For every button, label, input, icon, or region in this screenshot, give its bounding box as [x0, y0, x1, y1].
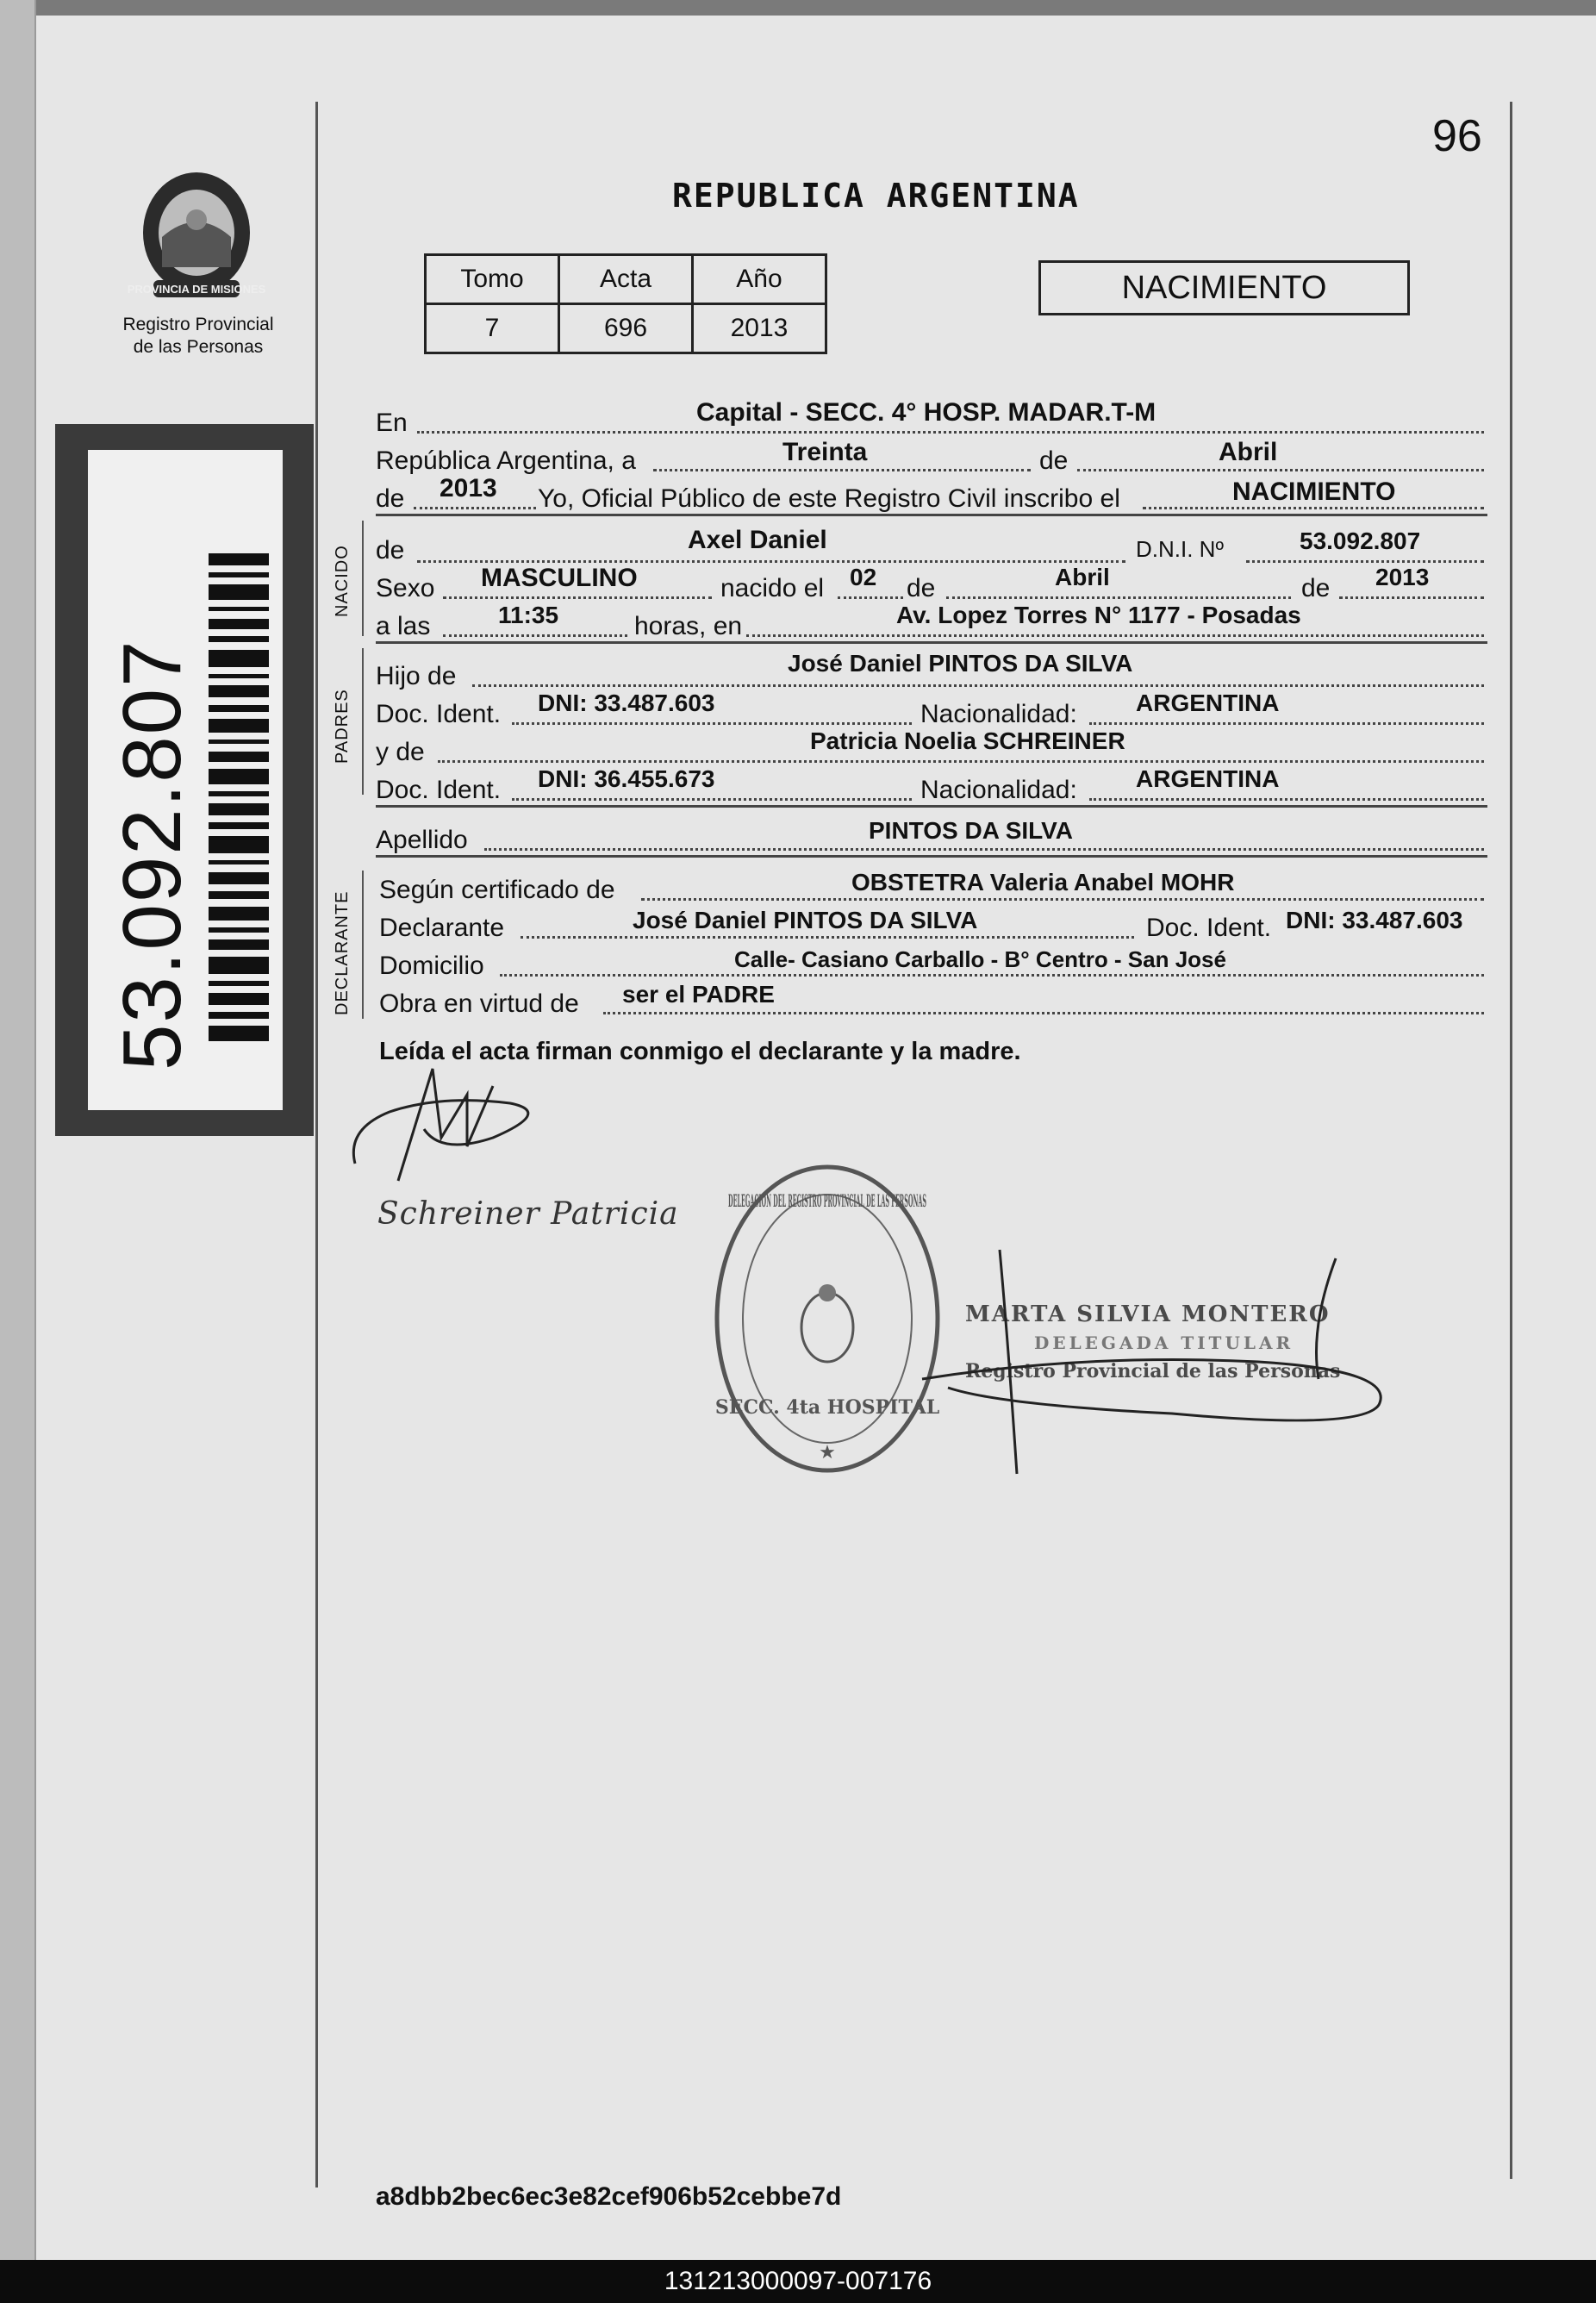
dotted-line [1246, 560, 1484, 563]
nacido-anio-value: 2013 [1375, 564, 1430, 590]
official-seal-icon [707, 1155, 948, 1482]
footer-code: 131213000097-007176 [0, 2260, 1596, 2303]
officer-signature-icon [913, 1241, 1396, 1482]
document-title: REPUBLICA ARGENTINA [672, 177, 1080, 215]
anio-value: 2013 [440, 474, 497, 502]
certificado-label: Según certificado de [379, 876, 615, 904]
officer-name: MARTA SILVIA MONTERO [965, 1301, 1331, 1327]
barcode-label [88, 450, 283, 1110]
padre-doc-label: Doc. Ident. [376, 700, 502, 728]
inscribo-label: Yo, Oficial Público de este Registro Civil inscribo el [538, 484, 1120, 513]
svg-text:★: ★ [819, 1441, 836, 1463]
left-binding-edge [0, 0, 36, 2260]
anio-value: 2013 [693, 304, 826, 353]
dotted-line [414, 507, 536, 509]
dotted-line [417, 431, 1484, 434]
madre-doc-label: Doc. Ident. [376, 776, 502, 804]
page-number: 96 [1432, 111, 1482, 161]
section-bar [362, 648, 364, 795]
table-row [426, 304, 826, 353]
obra-value: ser el PADRE [622, 981, 775, 1008]
sexo-label: Sexo [376, 574, 435, 602]
dotted-line [653, 469, 1031, 471]
dotted-line [521, 936, 1134, 939]
madre-name-value: Patricia Noelia SCHREINER [810, 727, 1125, 754]
de-label: de [1039, 446, 1069, 475]
dotted-line [500, 974, 1484, 977]
tomo-value: 7 [426, 304, 559, 353]
padre-nac-value: ARGENTINA [1136, 690, 1280, 716]
sexo-value: MASCULINO [481, 564, 638, 592]
officer-role: DELEGADA TITULAR [1034, 1332, 1294, 1353]
declarante-value: José Daniel PINTOS DA SILVA [633, 907, 978, 933]
alas-label: a las [376, 612, 431, 640]
section-separator [376, 805, 1487, 808]
en-value: Capital - SECC. 4° HOSP. MADAR.T-M [696, 398, 1156, 427]
dia-value: Treinta [782, 438, 868, 466]
barcode-number: 53.092.807 [106, 639, 198, 1070]
officer-org: Registro Provincial de las Personas [965, 1360, 1341, 1382]
dotted-line [1143, 507, 1484, 509]
seal-outer-text: DELEGACION DEL REGISTRO PROVINCIAL DE LAS PERSONAS [728, 1190, 926, 1211]
left-margin-line [315, 102, 318, 2188]
domicilio-label: Domicilio [379, 952, 484, 980]
declarante-label: Declarante [379, 914, 505, 942]
madre-nac-label: Nacionalidad: [920, 776, 1077, 804]
section-bar [362, 521, 364, 636]
top-scan-edge [0, 0, 1596, 16]
table-header-acta: Acta [559, 255, 693, 304]
apellido-value: PINTOS DA SILVA [869, 817, 1073, 844]
acta-value: 696 [559, 304, 693, 353]
closing-statement: Leída el acta firman conmigo el declarante y la madre. [379, 1038, 1021, 1065]
nombre-value: Axel Daniel [688, 526, 827, 554]
mes-value: Abril [1219, 438, 1278, 466]
madre-doc-value: DNI: 36.455.673 [538, 765, 715, 792]
y-de-label: y de [376, 738, 425, 766]
nacido-mes-value: Abril [1055, 564, 1110, 590]
madre-signature: Schreiner Patricia [377, 1196, 679, 1232]
dotted-line [443, 634, 627, 637]
apellido-label: Apellido [376, 826, 468, 854]
record-type-box: NACIMIENTO [1038, 260, 1410, 315]
domicilio-value: Calle- Casiano Carballo - B° Centro - San José [734, 946, 1226, 972]
section-label-padres: PADRES [333, 689, 352, 764]
section-separator [376, 855, 1487, 858]
horas-label: horas, en [634, 612, 743, 640]
declarante-doc-label: Doc. Ident. [1146, 914, 1272, 942]
registry-crest-icon [128, 155, 300, 310]
dotted-line [1089, 722, 1484, 725]
certificado-value: OBSTETRA Valeria Anabel MOHR [851, 869, 1235, 896]
dni-value: 53.092.807 [1300, 527, 1421, 554]
padre-nac-label: Nacionalidad: [920, 700, 1077, 728]
dotted-line [472, 684, 1484, 687]
inscribo-value: NACIMIENTO [1232, 477, 1396, 506]
nacido-de-label-2: de [907, 574, 936, 602]
seal-inner-text: SECC. 4ta HOSPITAL [714, 1396, 940, 1419]
madre-nac-value: ARGENTINA [1136, 765, 1280, 792]
republica-label: República Argentina, a [376, 446, 636, 475]
de-label: de [376, 484, 405, 513]
dotted-line [417, 560, 1125, 563]
declarante-doc-value: DNI: 33.487.603 [1286, 907, 1463, 933]
dotted-line [1089, 798, 1484, 801]
dotted-line [641, 898, 1484, 901]
dni-label: D.N.I. Nº [1136, 536, 1224, 562]
right-margin-line [1510, 102, 1512, 2179]
padre-doc-value: DNI: 33.487.603 [538, 690, 715, 716]
table-header-tomo: Tomo [426, 255, 559, 304]
dotted-line [512, 798, 912, 801]
hijo-de-label: Hijo de [376, 662, 457, 690]
registry-name [103, 314, 293, 359]
obra-label: Obra en virtud de [379, 989, 579, 1018]
table-header-row [426, 255, 826, 304]
section-bar [362, 871, 364, 1019]
dotted-line [484, 848, 1484, 851]
nacido-de-label-3: de [1301, 574, 1331, 602]
dotted-line [838, 596, 903, 599]
dotted-line [443, 596, 712, 599]
dotted-line [746, 634, 1484, 637]
tomo-acta-table [424, 253, 827, 354]
en-label: En [376, 409, 408, 437]
section-separator [376, 641, 1487, 644]
nacido-dia-value: 02 [850, 564, 877, 590]
padre-name-value: José Daniel PINTOS DA SILVA [788, 650, 1133, 677]
nacido-de-label: de [376, 536, 405, 565]
section-separator [376, 514, 1487, 516]
registry-name-line2: de las Personas [133, 337, 264, 357]
barcode-bars-icon [209, 545, 269, 1062]
dotted-line [512, 722, 912, 725]
hora-value: 11:35 [498, 602, 559, 628]
document-hash: a8dbb2bec6ec3e82cef906b52cebbe7d [376, 2182, 842, 2211]
barcode-sticker [55, 424, 314, 1136]
dotted-line [1077, 469, 1484, 471]
dotted-line [1339, 596, 1484, 599]
dotted-line [438, 760, 1484, 763]
table-header-anio: Año [693, 255, 826, 304]
crest-logo-text: PROVINCIA DE MISIONES [127, 283, 266, 296]
declarante-signature-icon [338, 1060, 562, 1181]
nacido-el-label: nacido el [720, 574, 825, 602]
registry-name-line1: Registro Provincial [122, 315, 274, 334]
dotted-line [946, 596, 1291, 599]
section-label-declarante: DECLARANTE [333, 890, 352, 1015]
section-label-nacido: NACIDO [333, 545, 352, 617]
dotted-line [603, 1012, 1484, 1014]
lugar-value: Av. Lopez Torres N° 1177 - Posadas [896, 602, 1301, 628]
